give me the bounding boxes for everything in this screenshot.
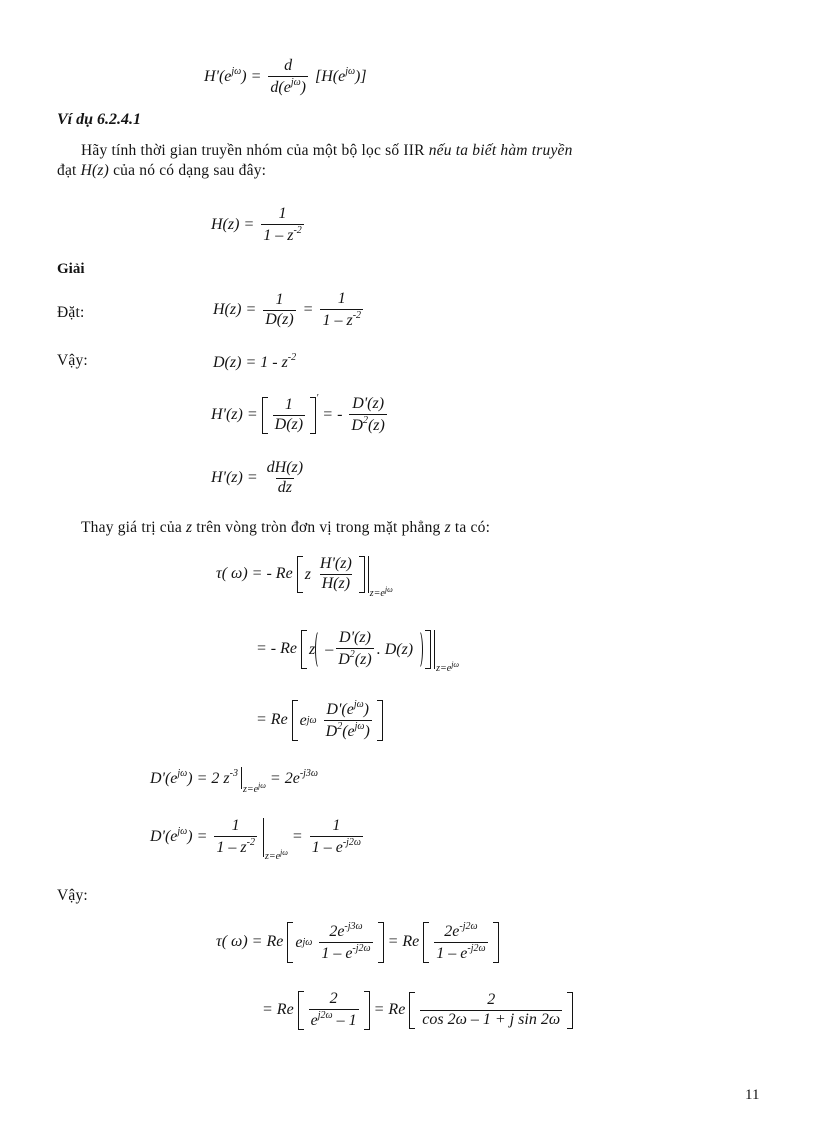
equation-group-delay-1: τ( ω) = - Re z $\frac{H'(z)}{H(z)}$ $z=e^{j\omega}$	[216, 555, 393, 599]
example-title: Ví dụ 6.2.4.1	[57, 111, 142, 128]
equation-group-delay-3: = Re e jω $\frac{D'(e^{j\omega})}{D^2(e^{j\omega})}$	[256, 700, 383, 741]
equation-h-prime-2: H'(z) = $\frac{dH(z)}{dz}$	[211, 459, 304, 496]
then-label-2: Vậy:	[57, 887, 88, 904]
equation-d-prime-1: $D'(e^{j\omega}) = 2$ $z^{-3}z=e^{j\omega} = 2e^{-j3\omega}$	[150, 768, 318, 795]
equation-set-h: H(z) = $\frac{1}{D(z)}$ = $\frac{1}{1 - z^{-2}}$	[213, 290, 362, 329]
substitution-statement: Thay giá trị của z trên vòng tròn đơn vị trong mặt phẳng z ta có:	[81, 519, 491, 536]
page-number: 11	[745, 1087, 760, 1103]
equation-transfer-function: H(z) = $\frac{1}{1 - z^{-2}}$	[211, 205, 302, 244]
set-label: Đặt:	[57, 304, 85, 321]
fraction: $\frac{d}{d(e^{j\omega})}$	[270, 57, 306, 96]
equation-group-delay-4: τ( ω) = Re e jω $\frac{2e^{-j3\omega}}{1 - e^{-j2\omega}}$ = Re $\frac{2e^{-j2\omega}}{1 - e^{-j2\omega}}$	[216, 922, 499, 963]
eq-lhs: H'(e	[204, 67, 232, 85]
equation-group-delay-2: = - Re z – $\frac{D'(z)}{D^2(z)}$ . D(z) $z=e^{j\omega}$	[256, 629, 460, 674]
then-label: Vậy:	[57, 352, 88, 369]
equation-group-delay-5: = Re $\frac{2}{e^{j2\omega} - 1}$ = Re $\frac{2}{\text{cos 2ω – 1 + j sin 2ω}}$	[262, 991, 573, 1030]
equation-d-prime-2: $D'(e^{j\omega})$ = $\frac{1}{1 - z^{-2}}$ $z=e^{j\omega}$ = $\frac{1}{1 - e^{-j2\omega}}$	[150, 817, 361, 862]
solution-label: Giải	[57, 261, 85, 277]
equation-d-of-z: $D(z) = 1 - z^{-2}$	[213, 352, 297, 371]
equation-derivative-definition: $H'(e^{j\omega})$ = $\frac{d}{d(e^{j\omega})}$ $[H(e^{j\omega})]$	[204, 57, 367, 96]
equation-h-prime-1: H'(z) = $\frac{1}{D(z)}$ ′ = - $\frac{D'(z)}{D^2(z)}$	[211, 393, 385, 434]
problem-statement: Hãy tính thời gian truyền nhóm của một bộ lọc số IIR nếu ta biết hàm truyền đạt H(z) của nó có dạng sau đây:	[57, 142, 573, 179]
